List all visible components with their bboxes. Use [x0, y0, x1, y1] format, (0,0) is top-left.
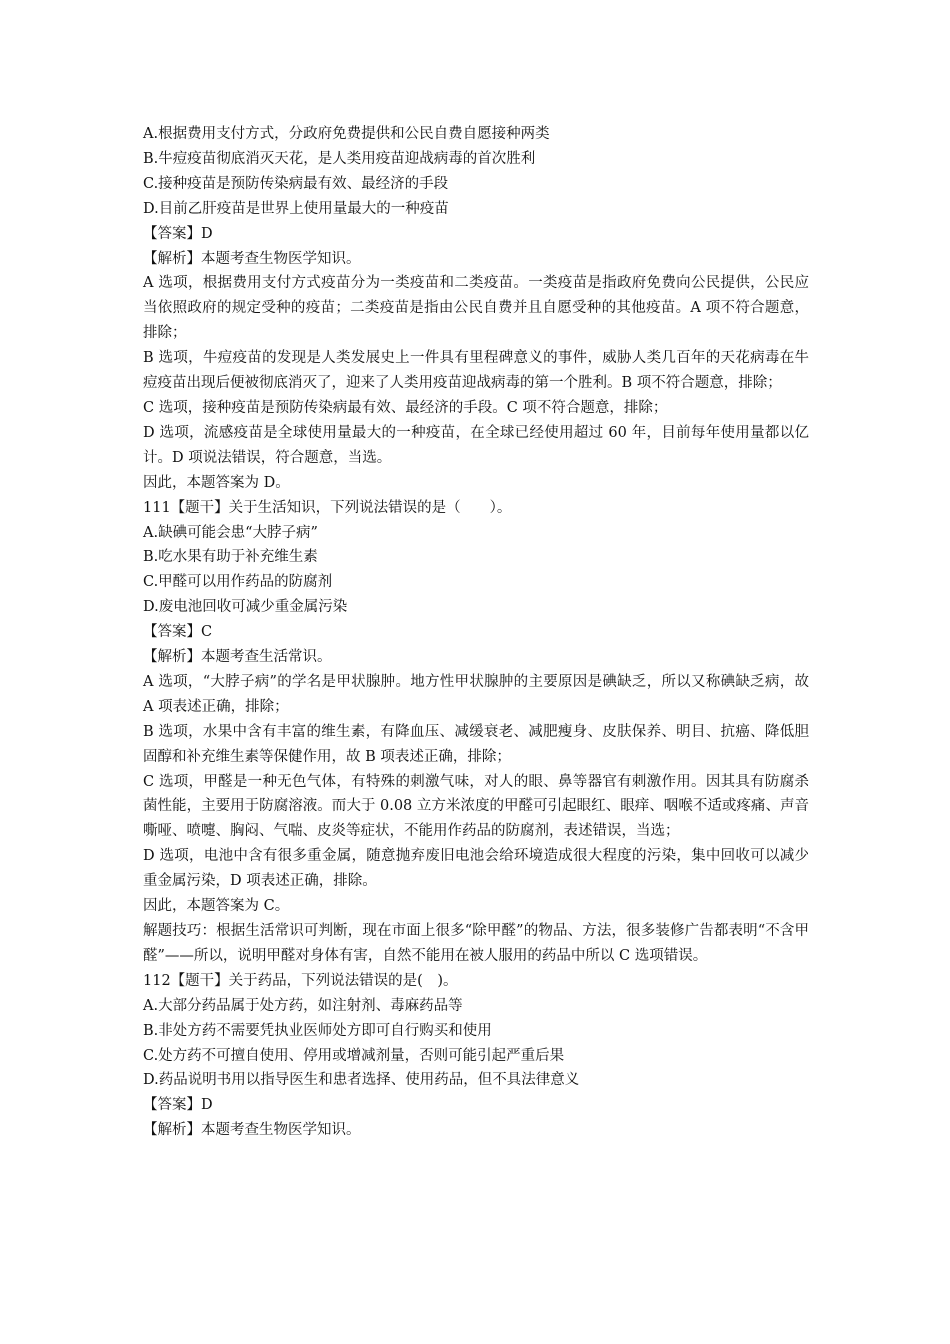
option-d: D.废电池回收可减少重金属污染 — [143, 599, 348, 616]
question-stem: 112【题干】关于药品，下列说法错误的是( )。 — [143, 972, 458, 989]
question-111 — [143, 496, 814, 969]
answer-line: 【答案】D — [143, 1097, 213, 1114]
option-c: C.接种疫苗是预防传染病最有效、最经济的手段 — [143, 175, 449, 192]
analysis-paragraph: C 选项，甲醛是一种无色气体，有特殊的刺激气味，对人的眼、鼻等器官有刺激作用。因其具有防腐杀菌性能，主要用于防腐溶液。而大于 0.08 立方米浓度的甲醛可引起眼红、眼痒、咽喉不适或疼痛、声音嘶哑、喷嚏、胸闷、气喘、皮炎等症状，不能用作药品的防腐剂，表述错误，当选； — [143, 773, 809, 840]
analysis-heading: 【解析】本题考查生物医学知识。 — [143, 250, 361, 267]
question-stem: 111【题干】关于生活知识，下列说法错误的是（ ）。 — [143, 499, 512, 516]
question-112 — [143, 969, 809, 1143]
solving-tip: 解题技巧：根据生活常识可判断，现在市面上很多“除甲醛”的物品、方法，很多装修广告都表明“不含甲醛”——所以，说明甲醛对身体有害，自然不能用在被人服用的药品中所以 C 选项错误。 — [143, 923, 809, 964]
analysis-heading: 【解析】本题考查生活常识。 — [143, 649, 332, 666]
analysis-paragraph: A 选项，“大脖子病”的学名是甲状腺肿。地方性甲状腺肿的主要原因是碘缺乏，所以又称碘缺乏病，故 A 项表述正确，排除； — [143, 673, 814, 715]
option-a: A.缺碘可能会患“大脖子病” — [143, 524, 318, 541]
analysis-paragraph: C 选项，接种疫苗是预防传染病最有效、最经济的手段。C 项不符合题意，排除； — [143, 399, 668, 416]
analysis-paragraph: A 选项，根据费用支付方式疫苗分为一类疫苗和二类疫苗。一类疫苗是指政府免费向公民提供，公民应当依照政府的规定受种的疫苗；二类疫苗是指由公民自费并且自愿受种的其他疫苗。A 项不符合题意，排除； — [143, 275, 809, 342]
document-page — [143, 122, 814, 1143]
option-b: B.吃水果有助于补充维生素 — [143, 549, 318, 566]
option-d: D.目前乙肝疫苗是世界上使用量最大的一种疫苗 — [143, 200, 449, 217]
conclusion-line: 因此，本题答案为 C。 — [143, 898, 290, 915]
question-110 — [143, 122, 809, 496]
analysis-heading: 【解析】本题考查生物医学知识。 — [143, 1122, 361, 1139]
analysis-paragraph: B 选项，水果中含有丰富的维生素，有降血压、减缓衰老、减肥瘦身、皮肤保养、明目、抗癌、降低胆固醇和补充维生素等保健作用，故 B 项表述正确，排除； — [143, 723, 809, 765]
option-a: A.根据费用支付方式，分政府免费提供和公民自费自愿接种两类 — [143, 126, 550, 142]
conclusion-line: 因此，本题答案为 D。 — [143, 474, 290, 491]
option-c: C.处方药不可擅自使用、停用或增减剂量，否则可能引起严重后果 — [143, 1047, 565, 1064]
option-d: D.药品说明书用以指导医生和患者选择、使用药品，但不具法律意义 — [143, 1072, 580, 1089]
analysis-paragraph: D 选项，电池中含有很多重金属，随意抛弃废旧电池会给环境造成很大程度的污染，集中回收可以减少重金属污染，D 项表述正确，排除。 — [143, 848, 809, 890]
option-b: B.牛痘疫苗彻底消灭天花，是人类用疫苗迎战病毒的首次胜利 — [143, 150, 536, 167]
option-c: C.甲醛可以用作药品的防腐剂 — [143, 574, 333, 591]
option-b: B.非处方药不需要凭执业医师处方即可自行购买和使用 — [143, 1022, 492, 1039]
answer-line: 【答案】D — [143, 225, 213, 242]
option-a: A.大部分药品属于处方药，如注射剂、毒麻药品等 — [143, 997, 463, 1014]
answer-line: 【答案】C — [143, 624, 213, 641]
analysis-paragraph: B 选项，牛痘疫苗的发现是人类发展史上一件具有里程碑意义的事件，威胁人类几百年的天花病毒在牛痘疫苗出现后便被彻底消灭了，迎来了人类用疫苗迎战病毒的第一个胜利。B 项不符合题意，排除； — [143, 350, 809, 392]
analysis-paragraph: D 选项，流感疫苗是全球使用量最大的一种疫苗，在全球已经使用超过 60 年，目前每年使用量都以亿计。D 项说法错误，符合题意，当选。 — [143, 424, 809, 466]
